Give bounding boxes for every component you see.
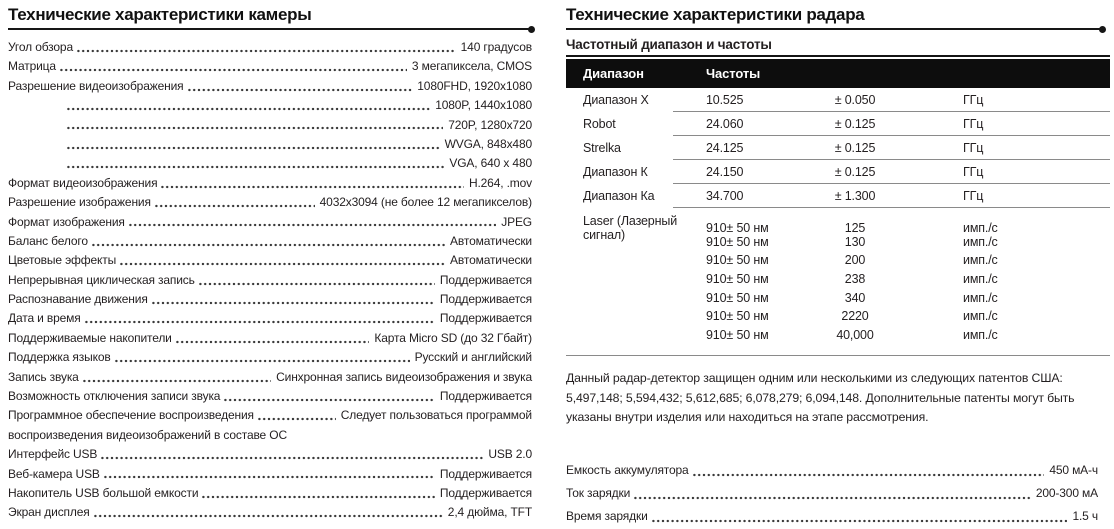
band-cell: Laser (Лазерный сигнал) bbox=[583, 214, 678, 242]
table-bottom-rule bbox=[566, 355, 1110, 356]
band-cell: Диапазон Ка bbox=[583, 189, 655, 203]
spec-row bbox=[8, 406, 532, 425]
frequency-cell: 10.525 bbox=[706, 93, 744, 107]
dotted-leader bbox=[151, 290, 435, 309]
camera-title-rule bbox=[8, 28, 532, 30]
unit-cell: ГГц bbox=[963, 141, 984, 155]
dotted-leader bbox=[114, 348, 410, 367]
spec-row bbox=[8, 465, 532, 484]
unit-cell: имп./с bbox=[963, 290, 998, 305]
camera-section-title: Технические характеристики камеры bbox=[8, 5, 312, 24]
unit-cell: имп./с bbox=[963, 327, 998, 342]
spec-value: Поддерживается bbox=[439, 311, 532, 326]
spec-row bbox=[8, 309, 532, 328]
radar-spec-list bbox=[566, 459, 1110, 528]
spec-row bbox=[8, 251, 532, 270]
unit-cell: ГГц bbox=[963, 189, 984, 203]
spec-row bbox=[8, 426, 532, 445]
spec-value: Автоматически bbox=[450, 233, 532, 248]
spec-label: Экран дисплея bbox=[8, 505, 90, 520]
spec-row bbox=[8, 135, 532, 154]
column-header-band: Диапазон bbox=[583, 66, 644, 81]
dotted-leader bbox=[84, 309, 435, 328]
band-row bbox=[566, 160, 1110, 184]
spec-row bbox=[8, 290, 532, 309]
wavelength-cell: 910± 50 нм bbox=[706, 309, 769, 324]
dotted-leader bbox=[103, 465, 435, 484]
radar-section-title: Технические характеристики радара bbox=[566, 5, 865, 24]
unit-cell: ГГц bbox=[963, 93, 984, 107]
spec-value: Поддерживается bbox=[439, 485, 532, 500]
wavelength-cell: 910± 50 нм bbox=[706, 234, 769, 249]
unit-cell: имп./с bbox=[963, 309, 998, 324]
spec-label: Запись звука bbox=[8, 369, 79, 384]
spec-row bbox=[8, 193, 532, 212]
unit-cell: ГГц bbox=[963, 165, 984, 179]
tolerance-cell: ± 0.125 bbox=[834, 141, 876, 155]
dotted-leader bbox=[198, 271, 435, 290]
dotted-leader bbox=[66, 135, 440, 154]
spec-row bbox=[8, 232, 532, 251]
unit-cell: имп./с bbox=[963, 221, 998, 235]
band-row bbox=[566, 112, 1110, 136]
dotted-leader bbox=[128, 213, 496, 232]
spec-row bbox=[8, 213, 532, 232]
tolerance-cell: ± 0.125 bbox=[834, 117, 876, 131]
spec-value: 1080P, 1440x1080 bbox=[435, 98, 532, 113]
tolerance-cell: ± 0.125 bbox=[834, 165, 876, 179]
spec-label: Возможность отключения записи звука bbox=[8, 389, 221, 404]
laser-row bbox=[566, 288, 1110, 307]
spec-label: Распознавание движения bbox=[8, 292, 148, 307]
wavelength-cell: 910± 50 нм bbox=[706, 327, 769, 342]
spec-value: 140 градусов bbox=[460, 40, 532, 54]
spec-label: воспроизведения видеоизображений в составе ОС bbox=[8, 427, 287, 442]
spec-row bbox=[8, 445, 532, 464]
spec-label: Время зарядки bbox=[566, 508, 648, 523]
band-cell: Robot bbox=[583, 117, 616, 131]
spec-label: Накопитель USB большой емкости bbox=[8, 485, 199, 500]
laser-row bbox=[566, 307, 1110, 326]
laser-row bbox=[566, 251, 1110, 270]
frequency-band-rows bbox=[566, 88, 1110, 208]
dotted-leader bbox=[223, 387, 435, 406]
pulse-rate-cell: 238 bbox=[844, 272, 866, 287]
pulse-rate-cell: 200 bbox=[844, 253, 866, 268]
dotted-leader bbox=[93, 503, 443, 522]
spec-row bbox=[8, 503, 532, 522]
spec-value: JPEG bbox=[501, 214, 532, 229]
wavelength-cell: 910± 50 нм bbox=[706, 253, 769, 268]
pulse-rate-cell: 40,000 bbox=[836, 327, 874, 342]
spec-label: Веб-камера USB bbox=[8, 466, 100, 481]
spec-value: 3 мегапиксела, CMOS bbox=[411, 59, 532, 74]
tolerance-cell: ± 0.050 bbox=[834, 93, 876, 107]
spec-value: 2,4 дюйма, TFT bbox=[447, 505, 532, 520]
spec-row bbox=[8, 57, 532, 76]
dotted-leader bbox=[100, 445, 483, 464]
spec-label: Цветовые эффекты bbox=[8, 253, 117, 268]
spec-label: Непрерывная циклическая запись bbox=[8, 272, 195, 287]
spec-value: Поддерживается bbox=[439, 389, 532, 404]
column-header-frequencies: Частоты bbox=[706, 66, 761, 81]
band-row bbox=[566, 136, 1110, 160]
spec-value: 720P, 1280x720 bbox=[448, 117, 532, 132]
dotted-leader bbox=[76, 38, 456, 57]
frequency-cell: 24.150 bbox=[706, 165, 744, 179]
spec-row bbox=[8, 329, 532, 348]
spec-label: Ток зарядки bbox=[566, 485, 631, 500]
band-row bbox=[566, 184, 1110, 208]
spec-row bbox=[8, 484, 532, 503]
patent-note: Данный радар-детектор защищен одним или несколькими из следующих патентов США: 5,497,148; 5,594,432; 5,612,685; 6,078,279; 6,094,148. Дополнительные патенты могут быть указаны внутри изделия или находиться на этапе рассмотрения. bbox=[566, 371, 1075, 425]
dotted-leader bbox=[187, 77, 413, 96]
spec-value: Русский и английский bbox=[414, 350, 532, 365]
band-cell: Диапазон К bbox=[583, 165, 648, 179]
frequency-cell: 24.060 bbox=[706, 117, 744, 131]
laser-row bbox=[566, 270, 1110, 289]
spec-value: WVGA, 848x480 bbox=[444, 136, 532, 151]
unit-cell: имп./с bbox=[963, 234, 998, 249]
spec-label: Угол обзора bbox=[8, 40, 73, 54]
dotted-leader bbox=[160, 174, 464, 193]
spec-label: Баланс белого bbox=[8, 233, 88, 248]
camera-spec-list bbox=[8, 38, 532, 523]
band-cell: Диапазон X bbox=[583, 93, 649, 107]
spec-row bbox=[8, 96, 532, 115]
spec-row bbox=[8, 77, 532, 96]
frequency-table-header bbox=[566, 59, 1110, 88]
wavelength-cell: 910± 50 нм bbox=[706, 221, 769, 235]
dotted-leader bbox=[66, 116, 443, 135]
tolerance-cell: ± 1.300 bbox=[834, 189, 876, 203]
spec-value: 1080FHD, 1920x1080 bbox=[417, 78, 532, 93]
dotted-leader bbox=[66, 96, 430, 115]
spec-label: Дата и время bbox=[8, 311, 81, 326]
pulse-rate-cell: 2220 bbox=[841, 309, 869, 324]
spec-label: Интерфейс USB bbox=[8, 447, 98, 462]
spec-value: VGA, 640 x 480 bbox=[449, 156, 532, 171]
spec-row bbox=[8, 271, 532, 290]
spec-row bbox=[8, 154, 532, 173]
pulse-rate-cell: 125 bbox=[844, 221, 866, 235]
band-cell: Strelka bbox=[583, 141, 621, 155]
band-row bbox=[566, 88, 1110, 112]
spec-value: Поддерживается bbox=[439, 466, 532, 481]
dotted-leader bbox=[692, 459, 1045, 482]
dotted-leader bbox=[82, 368, 271, 387]
spec-row bbox=[8, 368, 532, 387]
spec-row bbox=[8, 116, 532, 135]
spec-label: Емкость аккумулятора bbox=[566, 462, 689, 477]
spec-label: Поддерживаемые накопители bbox=[8, 330, 172, 345]
dotted-leader bbox=[175, 329, 370, 348]
camera-specs-section bbox=[8, 5, 532, 523]
frequency-table-title: Частотный диапазон и частоты bbox=[566, 39, 1110, 57]
spec-value: Автоматически bbox=[450, 253, 532, 268]
pulse-rate-cell: 130 bbox=[844, 234, 866, 249]
spec-label: Программное обеспечение воспроизведения bbox=[8, 408, 254, 423]
spec-value: Поддерживается bbox=[439, 272, 532, 287]
dotted-leader bbox=[651, 505, 1068, 528]
spec-label: Разрешение видеоизображения bbox=[8, 78, 184, 93]
dotted-leader bbox=[119, 251, 445, 270]
radar-title-rule bbox=[566, 28, 1103, 30]
dotted-leader bbox=[154, 193, 315, 212]
spec-value: H.264, .mov bbox=[468, 175, 532, 190]
dotted-leader bbox=[201, 484, 435, 503]
rule-end-dot bbox=[1099, 26, 1106, 33]
spec-value: 1.5 ч bbox=[1072, 508, 1098, 523]
spec-row bbox=[566, 482, 1098, 505]
spec-value: 200-300 мА bbox=[1035, 485, 1098, 500]
unit-cell: ГГц bbox=[963, 117, 984, 131]
spec-label: Формат видеоизображения bbox=[8, 175, 158, 190]
dotted-leader bbox=[91, 232, 445, 251]
frequency-cell: 24.125 bbox=[706, 141, 744, 155]
dotted-leader bbox=[66, 154, 444, 173]
laser-row bbox=[566, 326, 1110, 345]
spec-row bbox=[8, 387, 532, 406]
radar-specs-section bbox=[566, 5, 1110, 528]
spec-row bbox=[8, 348, 532, 367]
spec-label: Формат изображения bbox=[8, 214, 125, 229]
laser-signal-rows bbox=[566, 214, 1110, 344]
wavelength-cell: 910± 50 нм bbox=[706, 290, 769, 305]
wavelength-cell: 910± 50 нм bbox=[706, 272, 769, 287]
spec-row bbox=[566, 505, 1098, 528]
spec-value: 450 мА-ч bbox=[1049, 462, 1098, 477]
spec-row bbox=[8, 174, 532, 193]
dotted-leader bbox=[257, 406, 336, 425]
spec-row bbox=[566, 459, 1098, 482]
dotted-leader bbox=[633, 482, 1031, 505]
spec-value: Поддерживается bbox=[439, 292, 532, 307]
rule-end-dot bbox=[528, 26, 535, 33]
spec-value: Синхронная запись видеоизображения и звука bbox=[276, 369, 532, 384]
spec-row bbox=[8, 38, 532, 57]
frequency-cell: 34.700 bbox=[706, 189, 744, 203]
spec-label: Разрешение изображения bbox=[8, 195, 151, 210]
unit-cell: имп./с bbox=[963, 272, 998, 287]
spec-label: Поддержка языков bbox=[8, 350, 111, 365]
pulse-rate-cell: 340 bbox=[844, 290, 866, 305]
spec-value: Следует пользоваться программой bbox=[340, 408, 532, 423]
unit-cell: имп./с bbox=[963, 253, 998, 268]
dotted-leader bbox=[59, 57, 407, 76]
spec-value: Карта Micro SD (до 32 Гбайт) bbox=[374, 330, 532, 345]
spec-value: 4032x3094 (не более 12 мегапикселов) bbox=[319, 195, 532, 210]
spec-label: Матрица bbox=[8, 59, 56, 74]
spec-value: USB 2.0 bbox=[488, 447, 532, 462]
